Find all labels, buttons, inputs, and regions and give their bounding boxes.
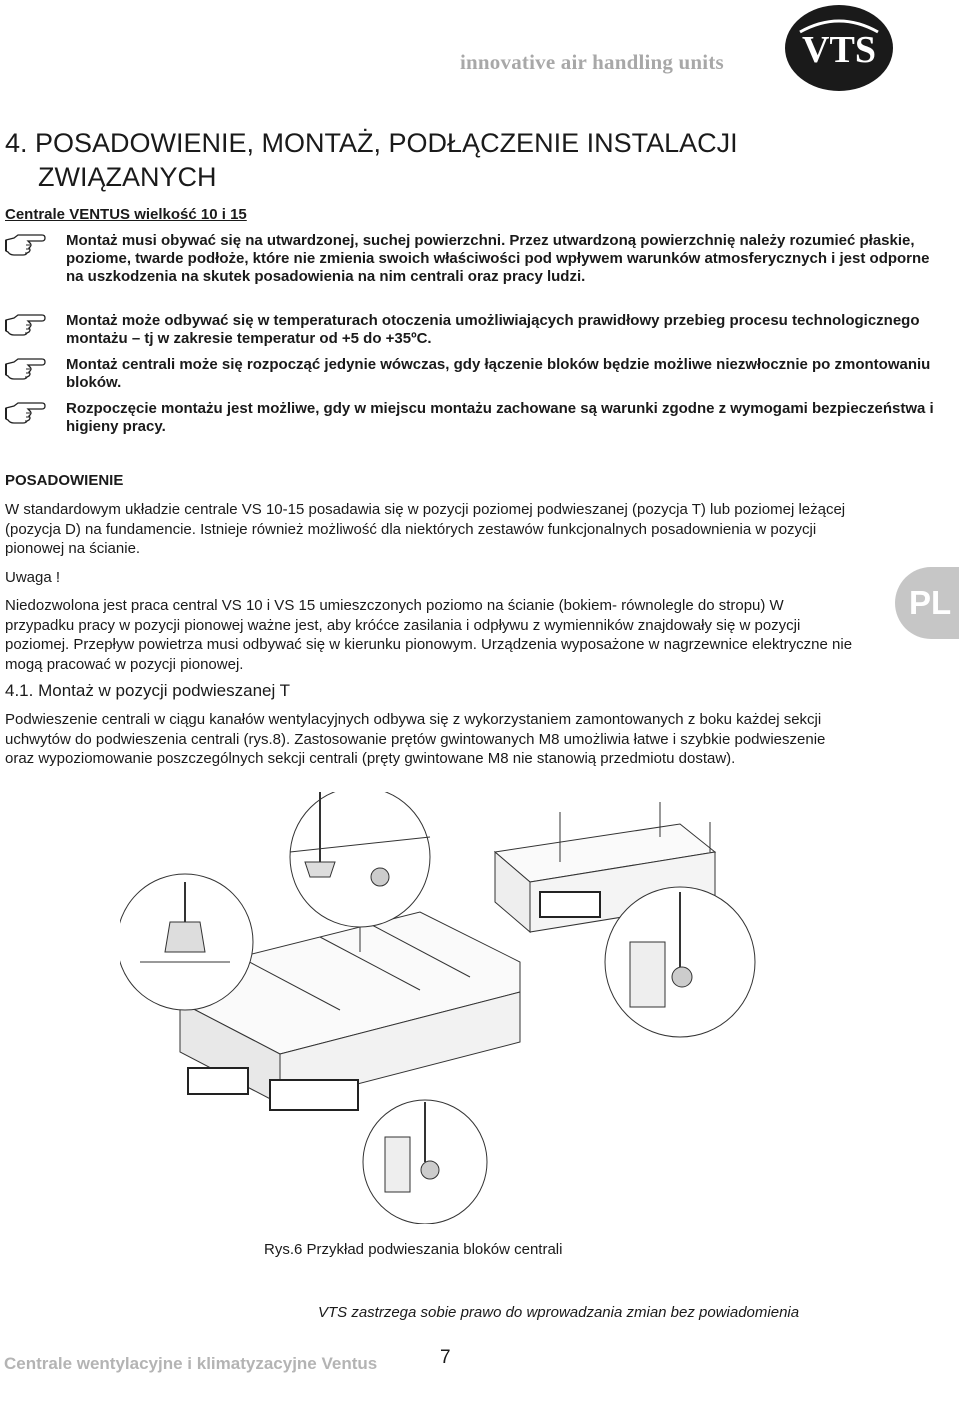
paragraph-warning: Niedozwolona jest praca central VS 10 i VS 15 umieszczonych poziomo na ścianie (bokiem- równolegle do stropu) W przypadku pracy w pozycji pionowej ważne jest, aby króćce zasilania i odpływu z wymienników znajdowały się w pozycji poziomej. Przepływ powietrza musi odbywać się w kierunku pionowym. Urządzenia wyposażone w nagrzewnice elektryczne nie mogą pracować w pozycji pionowej. [5,597,853,673]
disclaimer-note: VTS zastrzega sobie prawo do wprowadzania zmian bez powiadomienia [318,1304,800,1321]
page-title [5,126,825,194]
logo-text: VTS [802,29,876,71]
detail-circle-right [605,887,755,1037]
bullet-text: Rozpoczęcie montażu jest możliwe, gdy w miejscu montażu zachowane są warunki zgodne z wymogami bezpieczeństwa i higieny pracy. [66,400,934,435]
detail-circle-bottom [363,1100,487,1224]
section-heading: POSADOWIENIE [5,472,124,489]
bullet-item [4,232,940,286]
subsection-heading: 4.1. Montaż w pozycji podwieszanej T [5,681,291,700]
pointing-hand-icon [4,356,46,380]
paragraph-mounting: Podwieszenie centrali w ciągu kanałów wentylacyjnych odbywa się z wykorzystaniem zamontowanych z boku każdej sekcji uchwytów do podwieszenia centrali (rys.8). Zastosowanie prętów gwintowanych M8 umożliwia łatwe i szybkie podwieszenie oraz wypoziomowanie poszczególnych sekcji centrali (pręty gwintowane M8 nie stanowią przedmiotu dostaw). [5,711,826,767]
pointing-hand-icon [4,232,46,256]
bullet-item [4,356,940,392]
bullet-text: Montaż centrali może się rozpocząć jedynie wówczas, gdy łączenie bloków będzie możliwe niezwłocznie po zmontowaniu bloków. [66,356,931,391]
warning-label: Uwaga ! [5,569,61,586]
page-number: 7 [440,1347,451,1368]
pointing-hand-icon [4,400,46,424]
bullet-item [4,312,940,348]
title-line-1: 4. POSADOWIENIE, MONTAŻ, PODŁĄCZENIE INSTALACJI [5,128,738,158]
figure-caption: Rys.6 Przykład podwieszania bloków centrali [264,1241,563,1258]
paragraph-intro: W standardowym układzie centrale VS 10-15 posadawia się w pozycji poziomej podwieszanej (pozycja T) lub poziomej leżącej (pozycja D) na fundamencie. Istnieje również możliwość dla niektórych zestawów funkcjonalnych posadownienia w pozycji pionowej na ścianie. [5,501,846,557]
detail-circle-left [120,874,253,1010]
suspension-diagram [120,792,840,1224]
title-line-2: ZWIĄZANYCH [38,162,217,192]
language-tab [895,567,959,639]
detail-circle-top [290,792,430,927]
bullet-text: Montaż musi obywać się na utwardzonej, suchej powierzchni. Przez utwardzoną powierzchnię należy rozumieć płaskie, poziome, twarde podłoże, które nie zmienia swoich właściwości pod wpływem warunków atmosferycznych i jest odporne na uszkodzenia na skutek posadowienia na nim centrali oraz pracy ludzi. [66,232,930,285]
vts-logo [782,2,896,94]
bullet-item [4,400,940,436]
subtitle: Centrale VENTUS wielkość 10 i 15 [5,206,247,223]
bullet-text: Montaż może odbywać się w temperaturach otoczenia umożliwiających prawidłowy przebieg procesu technologicznego montażu – tj w zakresie temperatur od +5 do +35ºC. [66,312,920,347]
header-tagline: innovative air handling units [460,50,724,74]
pointing-hand-icon [4,312,46,336]
language-tab-label: PL [909,584,952,621]
footer-product: Centrale wentylacyjne i klimatyzacyjne Ventus [4,1354,378,1373]
